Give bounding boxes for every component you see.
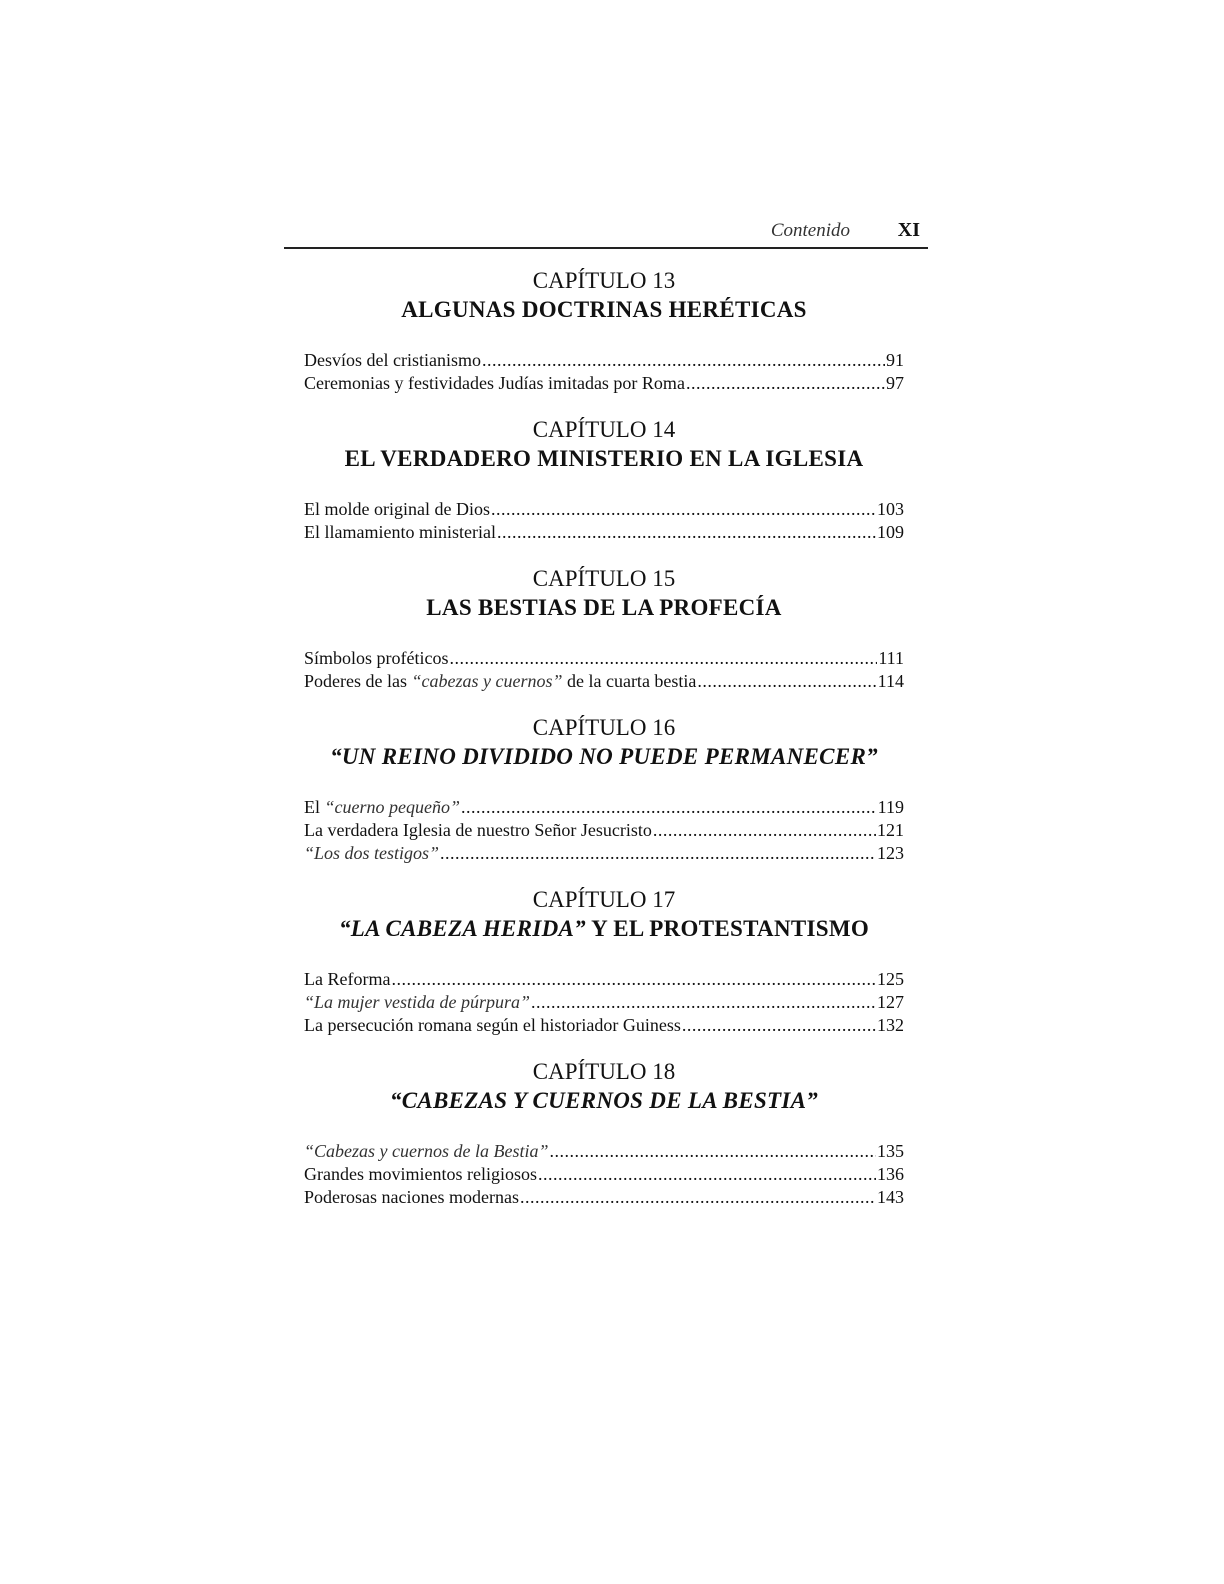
entry-page-number: 135 [877,1141,904,1161]
entry-title [304,521,496,544]
entry-title [304,842,439,865]
entry-title-text: Poderes de las [304,671,412,691]
entry-title-text: Poderosas naciones modernas [304,1187,519,1207]
toc-entry[interactable] [304,968,904,991]
toc-entry[interactable] [304,1014,904,1037]
entry-title-text: El llamamiento ministerial [304,522,496,542]
table-of-contents [304,266,904,1229]
entry-title-text: Desvíos del cristianismo [304,350,481,370]
toc-entry[interactable] [304,1140,904,1163]
entry-list [304,647,904,693]
toc-entry[interactable] [304,842,904,865]
dot-leader [682,1014,876,1037]
entry-title [304,1140,549,1163]
entry-title [304,1014,681,1037]
entry-list [304,349,904,395]
entry-title [304,1163,537,1186]
chapter-section [304,266,904,395]
dot-leader [686,372,885,395]
chapter-title-text: LAS BESTIAS DE LA PROFECÍA [426,595,782,620]
entry-page-number: 143 [877,1187,904,1207]
toc-entry[interactable] [304,372,904,395]
dot-leader [550,1140,877,1163]
dot-leader [520,1186,876,1209]
chapter-title-text: ALGUNAS DOCTRINAS HERÉTICAS [401,297,807,322]
entry-page-number: 132 [877,1015,904,1035]
toc-entry[interactable] [304,498,904,521]
chapter-title [304,914,904,943]
toc-entry[interactable] [304,796,904,819]
chapter-title-text: “CABEZAS Y CUERNOS DE LA BESTIA” [389,1088,819,1113]
entry-title-text: La Reforma [304,969,391,989]
chapter-section [304,564,904,693]
chapter-label: CAPÍTULO 13 [532,268,676,293]
entry-title-text: Símbolos proféticos [304,648,449,668]
entry-page-number: 109 [877,522,904,542]
entry-list [304,968,904,1037]
entry-title-text: La persecución romana según el historiador Guiness [304,1015,681,1035]
header-rule [284,247,928,249]
entry-page-number: 91 [886,350,904,370]
dot-leader [450,647,878,670]
entry-page-number: 123 [877,843,904,863]
entry-title [304,498,490,521]
page-number: XI [897,219,920,241]
entry-title [304,349,481,372]
chapter-title [304,742,904,771]
toc-entry[interactable] [304,647,904,670]
entry-title-text: “Cabezas y cuernos de la Bestia” [304,1141,549,1161]
entry-title-text: Grandes movimientos religiosos [304,1164,537,1184]
entry-list [304,498,904,544]
chapter-section [304,885,904,1037]
entry-title [304,991,530,1014]
chapter-title-text: Y EL PROTESTANTISMO [585,916,870,941]
entry-title [304,670,696,693]
entry-page-number: 97 [886,373,904,393]
entry-page-number: 103 [877,499,904,519]
chapter-title [304,444,904,473]
chapter-title [304,593,904,622]
chapter-section [304,1057,904,1209]
entry-title-text: “cabezas y cuernos” [411,671,563,691]
chapter-label: CAPÍTULO 15 [532,566,676,591]
chapter-title-text: EL VERDADERO MINISTERIO EN LA IGLESIA [344,446,864,471]
chapter-section [304,713,904,865]
entry-title [304,819,652,842]
entry-title-text: “La mujer vestida de púrpura” [304,992,531,1012]
dot-leader [461,796,877,819]
dot-leader [531,991,876,1014]
chapter-label: CAPÍTULO 18 [532,1059,676,1084]
entry-page-number: 125 [877,969,904,989]
dot-leader [482,349,885,372]
entry-title-text: La verdadera Iglesia de nuestro Señor Jesucristo [304,820,652,840]
chapter-label: CAPÍTULO 16 [532,715,676,740]
dot-leader [497,521,876,544]
entry-list [304,1140,904,1209]
toc-entry[interactable] [304,1186,904,1209]
chapter-section [304,415,904,544]
entry-title-text: “Los dos testigos” [304,843,440,863]
dot-leader [697,670,876,693]
toc-entry[interactable] [304,819,904,842]
entry-title-text: Ceremonias y festividades Judías imitadas por Roma [304,373,685,393]
chapter-label: CAPÍTULO 14 [532,417,676,442]
toc-entry[interactable] [304,670,904,693]
entry-page-number: 114 [877,671,904,691]
entry-page-number: 136 [877,1164,904,1184]
running-title: Contenido [770,220,850,241]
chapter-title-text: “UN REINO DIVIDIDO NO PUEDE PERMANECER” [330,744,878,769]
chapter-title-text: “LA CABEZA HERIDA” [338,916,586,941]
toc-entry[interactable] [304,349,904,372]
toc-entry[interactable] [304,991,904,1014]
entry-title [304,647,449,670]
entry-title-text: El molde original de Dios [304,499,490,519]
dot-leader [491,498,876,521]
entry-title-text: “cuerno pequeño” [324,797,460,817]
dot-leader [538,1163,876,1186]
entry-page-number: 121 [877,820,904,840]
running-header [284,218,928,248]
dot-leader [391,968,876,991]
entry-title [304,372,685,395]
entry-page-number: 119 [877,797,904,817]
entry-title [304,796,460,819]
entry-title-text: de la cuarta bestia [562,671,697,691]
entry-title [304,1186,519,1209]
dot-leader [440,842,876,865]
chapter-title [304,1086,904,1115]
entry-page-number: 111 [878,648,904,668]
entry-page-number: 127 [877,992,904,1012]
toc-entry[interactable] [304,1163,904,1186]
entry-list [304,796,904,865]
entry-title [304,968,390,991]
toc-entry[interactable] [304,521,904,544]
chapter-label: CAPÍTULO 17 [532,887,676,912]
chapter-title [304,295,904,324]
dot-leader [653,819,876,842]
entry-title-text: El [304,797,325,817]
